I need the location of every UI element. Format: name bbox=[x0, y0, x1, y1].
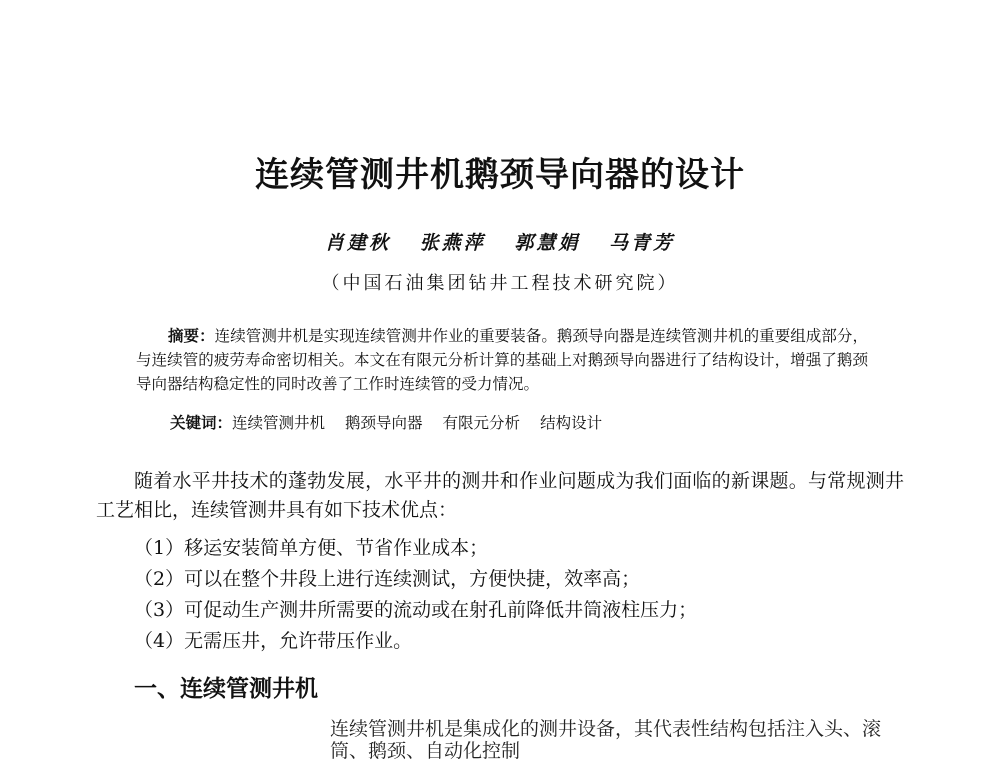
list-item: （4）无需压井，允许带压作业。 bbox=[134, 630, 413, 652]
paper-title: 连续管测井机鹅颈导向器的设计 bbox=[255, 155, 745, 195]
keywords-label: 关键词： bbox=[170, 414, 233, 432]
author-name: 肖建秋 bbox=[325, 232, 392, 254]
keyword: 鹅颈导向器 bbox=[345, 414, 423, 432]
keyword: 连续管测井机 bbox=[232, 414, 326, 432]
cutoff-text-line: 连续管测井机是集成化的测井设备，其代表性结构包括注入头、滚筒、鹅颈、自动化控制 bbox=[330, 718, 882, 762]
author-name: 郭慧娟 bbox=[514, 232, 581, 254]
author-name: 马青芳 bbox=[608, 232, 675, 254]
list-item: （2）可以在整个井段上进行连续测试，方便快捷，效率高； bbox=[134, 568, 641, 590]
section-heading: 一、连续管测井机 bbox=[134, 676, 318, 702]
list-item: （3）可促动生产测井所需要的流动或在射孔前降低井筒液柱压力； bbox=[134, 599, 698, 621]
author-list bbox=[0, 229, 1000, 257]
list-item: （1）移运安装简单方便、节省作业成本； bbox=[134, 537, 489, 559]
advantage-list bbox=[134, 533, 914, 657]
abstract-text: 连续管测井机是实现连续管测井作业的重要装备。鹅颈导向器是连续管测井机的重要组成部分，与连续管的疲劳寿命密切相关。本文在有限元分析计算的基础上对鹅颈导向器进行了结构设计，增强了鹅颈导向器结构稳定性的同时改善了工作时连续管的受力情况。 bbox=[136, 327, 868, 393]
abstract-label: 摘要： bbox=[168, 327, 215, 345]
keyword: 有限元分析 bbox=[442, 414, 521, 432]
keywords bbox=[170, 411, 870, 435]
intro-paragraph: 随着水平井技术的蓬勃发展，水平井的测井和作业问题成为我们面临的新课题。与常规测井工艺相比，连续管测井具有如下技术优点： bbox=[96, 470, 904, 521]
author-name: 张燕萍 bbox=[419, 232, 486, 254]
keyword: 结构设计 bbox=[540, 414, 603, 432]
affiliation: （中国石油集团钻井工程技术研究院） bbox=[321, 273, 679, 294]
abstract bbox=[136, 324, 868, 396]
